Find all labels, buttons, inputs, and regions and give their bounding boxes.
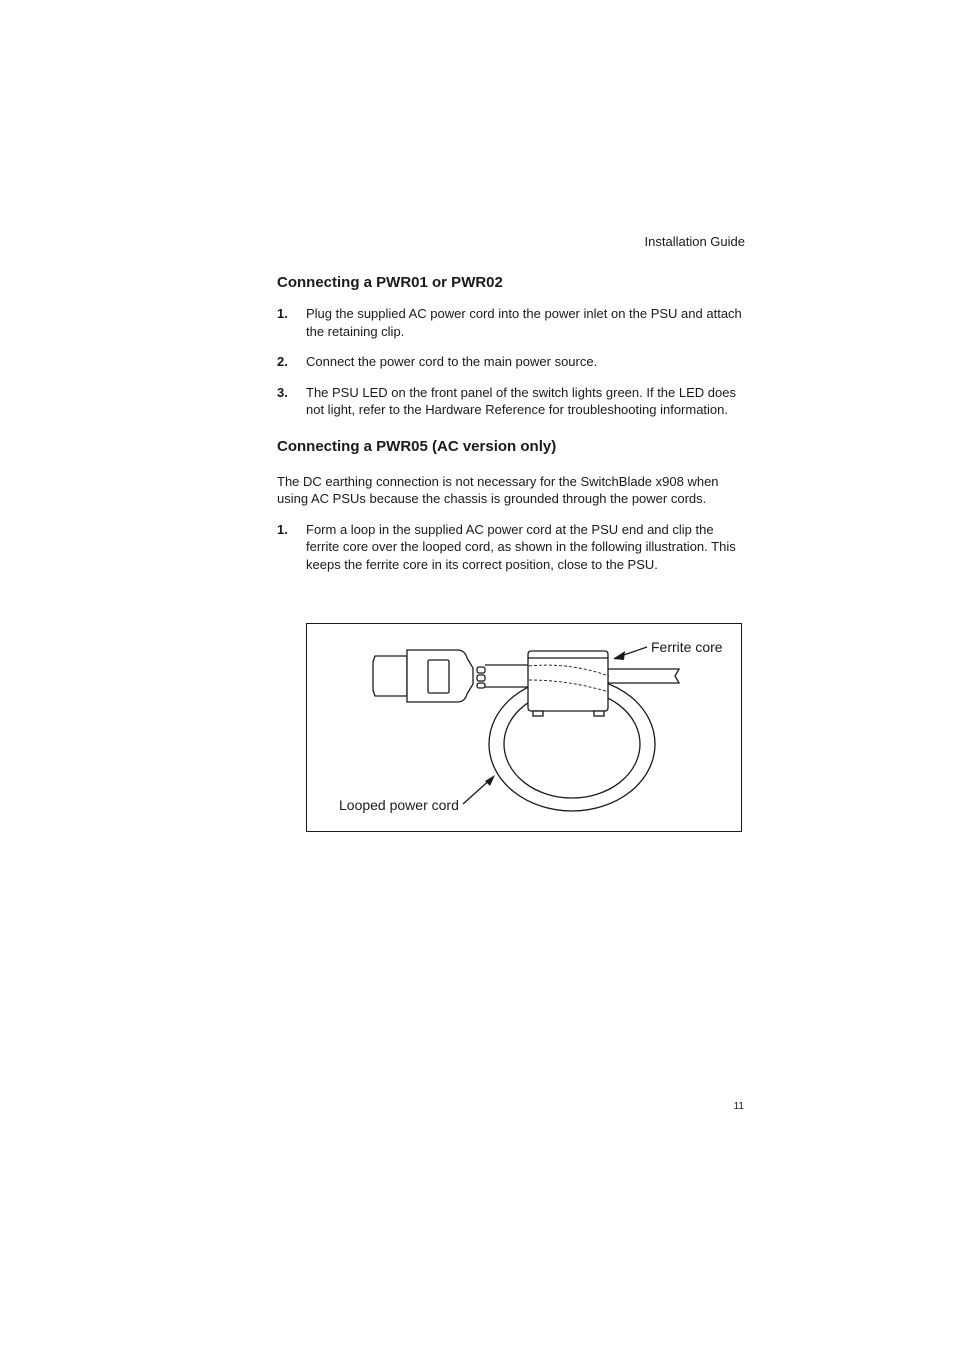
- strain-relief-ring: [477, 675, 485, 681]
- steps-list-pwr01-pwr02: [277, 305, 747, 419]
- step-text: The PSU LED on the front panel of the switch lights green. If the LED does not light, refer to the Hardware Reference for troubleshooting information.: [306, 384, 736, 417]
- cord-straight: [605, 669, 679, 683]
- section-heading-pwr05: Connecting a PWR05 (AC version only): [277, 437, 557, 455]
- callout-ferrite-core: Ferrite core: [651, 639, 723, 655]
- step-text: Plug the supplied AC power cord into the power inlet on the PSU and attach the retaining clip.: [306, 306, 742, 339]
- step-text: Connect the power cord to the main power source.: [306, 354, 598, 369]
- step-number: 3.: [277, 384, 288, 400]
- callout-looped-power-cord: Looped power cord: [339, 797, 459, 813]
- list-item: [277, 353, 747, 371]
- ferrite-core-illustration: [306, 623, 742, 832]
- list-item: [277, 384, 747, 419]
- list-item: [277, 305, 747, 340]
- arrowhead-loop: [485, 775, 495, 786]
- list-item: [277, 521, 747, 574]
- page-number: 11: [733, 1101, 744, 1112]
- step-number: 1.: [277, 306, 288, 321]
- plug-body: [407, 650, 473, 702]
- step-number: 1.: [277, 521, 288, 537]
- plug-connector: [373, 656, 407, 696]
- step-text: Form a loop in the supplied AC power cord at the PSU end and clip the ferrite core over the looped cord, as shown in the following illustration. This keeps the ferrite core in its correct position, close to the PSU.: [306, 521, 736, 572]
- step-number: 2.: [277, 354, 288, 369]
- section-heading-pwr01-pwr02: Connecting a PWR01 or PWR02: [277, 274, 503, 291]
- strain-relief-ring: [477, 683, 485, 688]
- page-content: [277, 273, 747, 573]
- arrowhead-ferrite: [613, 651, 625, 660]
- strain-relief-ring: [477, 667, 485, 673]
- cord-strain-relief: [485, 665, 529, 687]
- ferrite-core: [528, 651, 608, 711]
- running-header: Installation Guide: [644, 234, 745, 249]
- steps-list-pwr05: [277, 521, 747, 574]
- intro-paragraph: The DC earthing connection is not necessary for the SwitchBlade x908 when using AC PSUs because the chassis is grounded through the power cords.: [277, 473, 719, 506]
